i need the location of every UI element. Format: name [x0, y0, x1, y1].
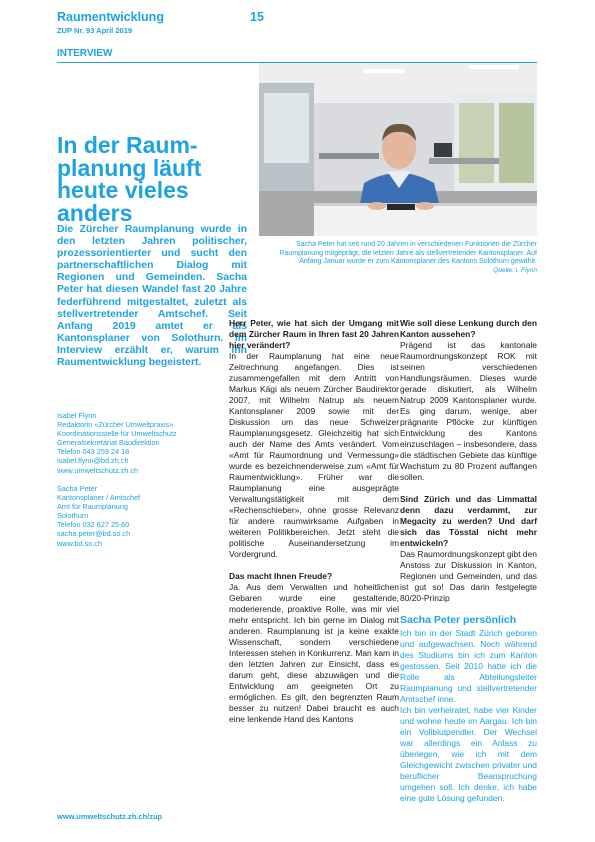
interview-answer: Prägend ist das kantonale Raumordnungskonzept ROK mit seinen verschiedenen Handlungsräumen. Dieses wurde gerade diskutiert, als Wilhelm Natrup 2009 Kantonsplaner wurde. Es ging darum, wenige, aber prägnante Pflöcke zur künftigen Entwicklung des Kantons einzuschlagen – insbesondere, dass die städtischen Gebiete das künftige Wachstum zu 80 Prozent auffangen sollen. [400, 340, 537, 482]
contact-line: Isabel Flynn [57, 411, 97, 420]
contact-email-link[interactable]: isabel.flynn@bd.zh.ch [57, 456, 129, 466]
article-lead: Die Zürcher Raumplanung wurde in den letzten Jahren politischer, prozessorientierter und sucht den partnerschaftlichen Dialog mit Regionen und Gemeinden. Sacha Peter hat diesen Wandel fast 20 Jahre federführend mitgestaltet, zuletzt als stellvertretender Amtschef. Seit Anfang 2019 amtet er als Kantonsplaner von Solothurn. Im Interview erzählt er, warum ihn Raumentwicklung begeistert. [57, 224, 247, 369]
article-column-2 [400, 318, 537, 804]
article-column-1 [229, 318, 399, 725]
page-number: 15 [250, 10, 264, 24]
contact-line: Kantonsplaner / Amtschef [57, 493, 141, 503]
contact-email-link[interactable]: sacha.peter@bd.so.ch [57, 529, 131, 539]
caption-text: Sacha Peter hat seit rund 20 Jahren in verschiedenen Funktionen die Zürcher Raumplanung mitgeprägt, die letzten Jahre als stellvertretender Kantonsplaner. Auf Anfang Januar wurde er zum Kantonsplaner des Kantons Solothurn gewählt. [279, 241, 537, 266]
contact-website-link[interactable]: www.umweltschutz.zh.ch [57, 465, 139, 475]
portrait-box-title: Sacha Peter persönlich [400, 614, 517, 626]
contact-line: Sacha Peter [57, 484, 98, 493]
interview-photo [259, 63, 537, 236]
contact-line: Redaktorin «Zürcher Umweltpraxis» [57, 420, 174, 430]
interview-answer: Ja. Aus dem Verwalten und hoheitlichen Gebaren wurde eine gestaltende, moderierende, proaktive Rolle, was mir viel mehr entspricht. Ich bin gerne im Dialog mit anderen. Raumplanung ist ja keine exakte Wissenschaft, sondern verschiedene Interessen stehen in Konkurrenz. Man kam in den letzten Jahren zur Einsicht, dass es darum geht, diese abzuwägen und die Entwicklung am geeigneten Ort zu ermöglichen. Es gilt, den begrenzten Raum besser zu nutzen! Dabei braucht es auch eine lenkende Hand des Kantons [229, 582, 399, 724]
photo-credit: Quelle: I. Flynn [493, 266, 537, 274]
contact-line: Solothurn [57, 511, 89, 521]
contact-line: Telefon 032 627 25 60 [57, 520, 130, 530]
article-headline: In der Raumplanung läuft heute vieles anders [57, 132, 202, 226]
portrait-paragraph: Ich bin in der Stadt Zürich geboren und aufgewachsen. Noch während des Studiums bin ich zum Kanton gestossen. Seit 2010 hatte ich die Rolle als Abteilungsleiter Raumplanung und stellvertretender Amtschef inne. [400, 628, 537, 704]
contact-line: Amt für Raumplanung [57, 502, 128, 512]
contact-interviewee [57, 484, 247, 548]
issue-info: ZUP Nr. 93 April 2019 [57, 26, 133, 35]
interview-question: Herr Peter, wie hat sich der Umgang mit dem Zürcher Raum in Ihren fast 20 Jahren hier verändert? [229, 318, 399, 350]
contact-line: Telefon 043 259 24 18 [57, 447, 130, 457]
contact-author [57, 411, 247, 475]
contact-website-link[interactable]: www.bd.so.ch [57, 538, 103, 548]
contact-line: Koordinationsstelle für Umweltschutz [57, 429, 177, 439]
interview-question: Wie soll diese Lenkung durch den Kanton aussehen? [400, 318, 537, 339]
interview-question: Sind Zürich und das Limmattal denn dazu verdammt, zur Megacity zu werden? Und darf sich das Tösstal nicht mehr entwickeln? [400, 494, 537, 548]
running-header-title: Raumentwicklung [57, 10, 164, 24]
interview-answer: Das Raumordnungskonzept gibt den Anstoss zur Diskussion in Kanton, Regionen und Gemeinden, und das ist gut so! Das darin festgelegte 80/20-Prinzip [400, 549, 537, 603]
contact-line: Generalsekretariat Baudirektion [57, 438, 160, 448]
photo-caption [259, 241, 537, 275]
footer-url-link[interactable]: www.umweltschutz.zh.ch/zup [57, 812, 163, 821]
interview-answer: In der Raumplanung hat eine neue Zeitrechnung angefangen. Dies ist zusammengefallen mit dem Antritt von Markus Kägi als neuem Zürcher Baudirektor 2007, mit Wilhelm Natrup als neuem Kantonsplaner 2009 sowie mit der Diskussion um das neue Schweizer Raumplanungsgesetz. Gleichzeitig hat sich auch der Name des Amts verändert. Vom «Amt für Raumordnung und Vermessung» wurde es bezeichnenderweise zum «Amt für Raumentwicklung». Früher war die Raumplanung eine ausgeprägte Verwaltungstätigkeit mit dem «Rechenschieber», ohne grosse Relevanz für andere raumwirksame Aufgaben in weiteren Politikbereichen. Jetzt steht die politische Auseinandersetzung im Vordergrund. [229, 351, 399, 559]
section-label: INTERVIEW [57, 48, 113, 59]
portrait-paragraph: Ich bin verheiratet, habe vier Kinder und wohne heute im Aargau. Ich bin ein Vollblutpendler. Der Wechsel war allerdings ein Anlass zu überlegen, wie ich mit dem Gleichgewicht zwischen privater und beruflicher Beanspruchung umgehen soll. Ich denke, ich habe eine gute Lösung gefunden. [400, 705, 537, 803]
interview-question: Das macht Ihnen Freude? [229, 571, 333, 581]
